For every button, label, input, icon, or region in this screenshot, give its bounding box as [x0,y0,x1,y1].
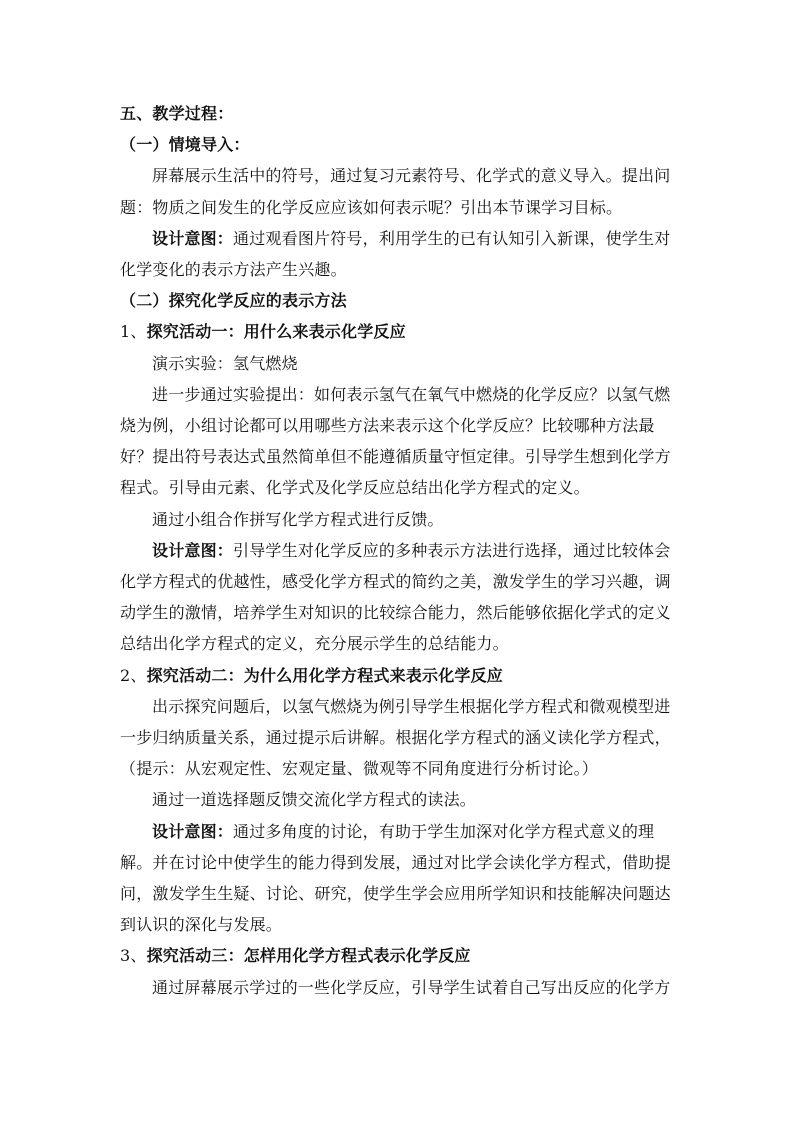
activity-number: 1、 [120,322,147,342]
activity-2-feedback: 通过一道选择题反馈交流化学方程式的读法。 [152,790,477,810]
text-line: 总结出化学方程式的定义，充分展示学生的总结能力。 [120,634,509,654]
design-intent-1 [120,223,671,285]
text-line: 出示探究问题后，以氢气燃烧为例引导学生根据化学方程式和微观模型进 [152,696,671,716]
design-intent-text: 通过多角度的讨论，有助于学生加深对化学方程式意义的理 [233,821,655,841]
text-line: 进一步通过实验提出：如何表示氢气在氧气中燃烧的化学反应？以氢气燃 [152,384,671,404]
section-title-context-intro: （一）情境导入： [120,135,250,155]
activity-number: 2、 [120,665,147,685]
text-line [120,223,671,254]
activity-2-heading [120,660,660,691]
paragraph-context-intro [120,160,671,222]
design-intent-text: 引导学生对化学反应的多种表示方法进行选择，通过比较体会 [233,540,671,560]
activity-3-heading [120,940,660,971]
activity-3-paragraph [120,972,671,1003]
text-line: 到认识的深化与发展。 [120,915,283,935]
activity-1-heading [120,316,660,347]
section-title-explore-methods: （二）探究化学反应的表示方法 [120,291,347,311]
text-line: 问，激发学生生疑、讨论、研究，使学生学会应用所学知识和技能解决问题达 [120,884,671,904]
design-intent-label: 设计意图： [152,228,234,248]
design-intent-label: 设计意图： [152,540,234,560]
text-line: 烧为例，小组讨论都可以用哪些方法来表示这个化学反应？比较哪种方法最 [120,416,655,436]
activity-title: 探究活动一：用什么来表示化学反应 [146,322,406,342]
document-body [120,98,671,1003]
text-line [120,816,660,847]
text-line: 程式。引导由元素、化学式及化学反应总结出化学方程式的定义。 [120,478,590,498]
text-line: 好？提出符号表达式虽然简单但不能遵循质量守恒定律。引导学生想到化学方 [120,447,671,467]
text-line: 通过屏幕展示学过的一些化学反应，引导学生试着自己写出反应的化学方 [152,977,671,997]
text-line: 屏幕展示生活中的符号，通过复习元素符号、化学式的意义导入。提出问 [152,166,671,186]
activity-number: 3、 [120,946,147,966]
text-line [120,535,671,566]
activity-title: 探究活动三：怎样用化学方程式表示化学反应 [146,946,471,966]
activity-1-feedback: 通过小组合作拼写化学方程式进行反馈。 [152,509,444,529]
design-intent-3 [120,816,671,941]
design-intent-label: 设计意图： [152,821,234,841]
design-intent-text: 通过观看图片符号，利用学生的已有认知引入新课，使学生对 [233,228,671,248]
activity-2-paragraph [120,691,671,785]
text-line: 动学生的激情，培养学生对知识的比较综合能力，然后能够依据化学式的定义 [120,603,671,623]
main-heading: 五、教学过程： [120,104,234,123]
design-intent-2 [120,535,671,660]
text-line: （提示：从宏观定性、宏观定量、微观等不同角度进行分析讨论。） [120,759,599,779]
text-line: 化学方程式的优越性，感受化学方程式的简约之美，激发学生的学习兴趣，调 [120,572,671,592]
text-line: 题：物质之间发生的化学反应应该如何表示呢？引出本节课学习目标。 [120,197,623,217]
activity-1-paragraph [120,379,671,504]
text-line: 一步归纳质量关系，通过提示后讲解。根据化学方程式的涵义读化学方程式， [120,728,671,748]
text-line: 解。并在讨论中使学生的能力得到发展，通过对比学会读化学方程式，借助提 [120,852,671,872]
demo-experiment-line: 演示实验：氢气燃烧 [152,353,298,373]
activity-title: 探究活动二：为什么用化学方程式来表示化学反应 [146,665,503,685]
text-line: 化学变化的表示方法产生兴趣。 [120,260,347,280]
